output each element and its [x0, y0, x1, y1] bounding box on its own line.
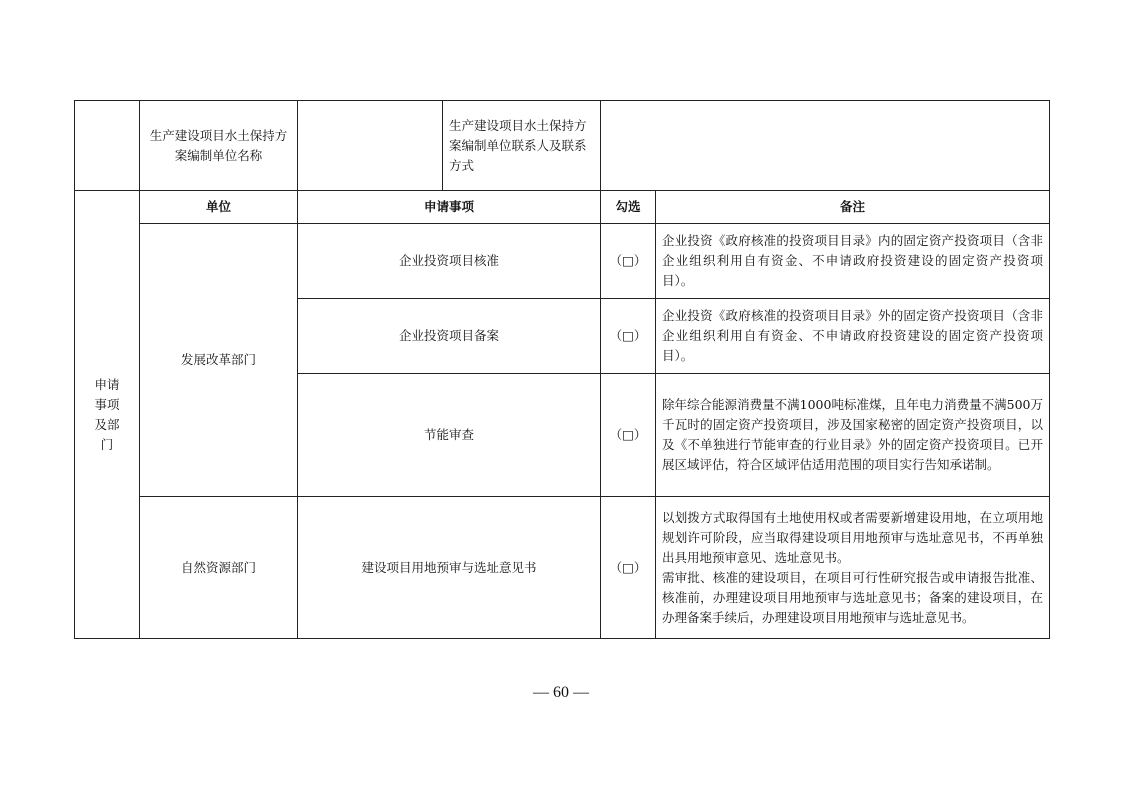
table-row: [75, 224, 1050, 299]
contact-label: 生产建设项目水土保持方案编制单位联系人及联系方式: [443, 101, 601, 191]
department-name: 自然资源部门: [140, 497, 298, 639]
remark: 以划拨方式取得国有土地使用权或者需要新增建设用地，在立项用地规划许可阶段，应当取得建设项目用地预审与选址意见书，不再单独出具用地预审意见、选址意见书。: [662, 509, 1043, 565]
col-header-check: 勾选: [601, 191, 656, 224]
application-form-table: [74, 100, 1050, 639]
remark-cell: [656, 497, 1050, 639]
section-label: 申请事项及部门: [75, 191, 140, 639]
col-header-item: 申请事项: [298, 191, 601, 224]
remark: 企业投资《政府核准的投资项目目录》外的固定资产投资项目（含非企业组织利用自有资金、不申请政府投资建设的固定资产投资项目）。: [656, 299, 1050, 374]
remark: 除年综合能源消费量不满1000吨标准煤，且年电力消费量不满500万千瓦时的固定资产投资项目，涉及国家秘密的固定资产投资项目，以及《不单独进行节能审查的行业目录》外的固定资产投资项目。已开展区域评估，符合区域评估适用范围的项目实行告知承诺制。: [656, 374, 1050, 497]
application-item: 建设项目用地预审与选址意见书: [298, 497, 601, 639]
blank-cell: [75, 101, 140, 191]
application-item: 节能审查: [298, 374, 601, 497]
col-header-remark: 备注: [656, 191, 1050, 224]
checkbox[interactable]: （□）: [601, 224, 656, 299]
remark-continued: 需审批、核准的建设项目，在项目可行性研究报告或申请报告批准、核准前，办理建设项目用地预审与选址意见书；备案的建设项目，在办理备案手续后，办理建设项目用地预审与选址意见书。: [662, 569, 1043, 625]
application-item: 企业投资项目备案: [298, 299, 601, 374]
checkbox[interactable]: （□）: [601, 497, 656, 639]
contact-field[interactable]: [601, 101, 1050, 191]
org-name-label: 生产建设项目水土保持方案编制单位名称: [140, 101, 298, 191]
remark: 企业投资《政府核准的投资项目目录》内的固定资产投资项目（含非企业组织利用自有资金、不申请政府投资建设的固定资产投资项目）。: [656, 224, 1050, 299]
column-header-row: [75, 191, 1050, 224]
org-info-row: [75, 101, 1050, 191]
org-name-field[interactable]: [298, 101, 443, 191]
application-item: 企业投资项目核准: [298, 224, 601, 299]
page-number: — 60 —: [533, 684, 589, 701]
col-header-unit: 单位: [140, 191, 298, 224]
checkbox[interactable]: （□）: [601, 299, 656, 374]
table-row: [75, 497, 1050, 639]
department-name: 发展改革部门: [140, 224, 298, 497]
checkbox[interactable]: （□）: [601, 374, 656, 497]
